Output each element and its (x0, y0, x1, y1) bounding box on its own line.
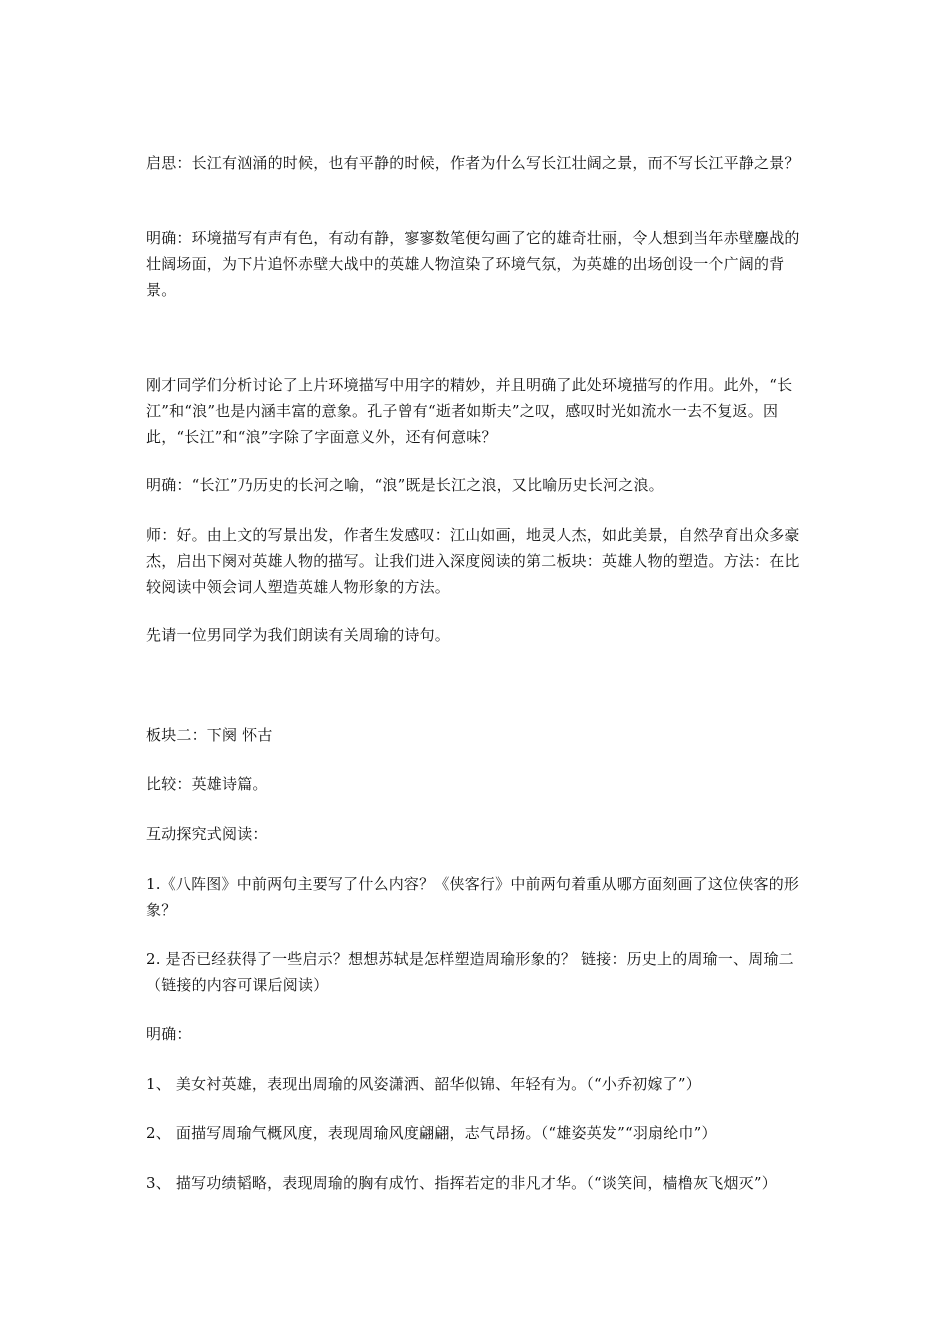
paragraph-compare: 比较：英雄诗篇。 (146, 775, 268, 793)
paragraph-read-aloud: 先请一位男同学为我们朗读有关周瑜的诗句。 (146, 626, 451, 644)
paragraph-mingque-changjiang: 明确：“长江”乃历史的长河之喻，“浪”既是长江之浪，又比喻历史长河之浪。 (146, 476, 664, 494)
paragraph-analysis: 刚才同学们分析讨论了上片环境描写中用字的精妙，并且明确了此处环境描写的作用。此外，“长江”和“浪”也是内涵丰富的意象。孔子曾有“逝者如斯夫”之叹，感叹时光如流水一去不复返。因此，“长江”和“浪”字除了字面意义外，还有何意味？ (146, 376, 793, 446)
paragraph-teacher: 师：好。由上文的写景出发，作者生发感叹：江山如画，地灵人杰，如此美景，自然孕育出众多豪杰，启出下阕对英雄人物的描写。让我们进入深度阅读的第二板块：英雄人物的塑造。方法：在比较阅读中领会词人塑造英雄人物形象的方法。 (146, 526, 800, 596)
paragraph-interactive-reading: 互动探究式阅读： (146, 825, 268, 843)
paragraph-qisi: 启思：长江有汹涌的时候，也有平静的时候，作者为什么写长江壮阔之景，而不写长江平静之景？ (146, 154, 800, 172)
answer-two: 2、 面描写周瑜气概风度，表现周瑜风度翩翩，志气昂扬。（“雄姿英发”“羽扇纶巾”） (146, 1124, 717, 1142)
paragraph-mingque-environment: 明确：环境描写有声有色，有动有静，寥寥数笔便勾画了它的雄奇壮丽，令人想到当年赤壁鏖战的壮阔场面，为下片追怀赤壁大战中的英雄人物渲染了环境气氛，为英雄的出场创设一个广阔的背景。 (146, 229, 800, 299)
question-one: 1.《八阵图》中前两句主要写了什么内容？《侠客行》中前两句着重从哪方面刻画了这位侠客的形象？ (146, 875, 800, 919)
answer-three: 3、 描写功绩韬略，表现周瑜的胸有成竹、指挥若定的非凡才华。（“谈笑间，樯橹灰飞烟灭”） (146, 1174, 777, 1192)
paragraph-mingque-label: 明确： (146, 1025, 192, 1043)
question-two: 2. 是否已经获得了一些启示？想想苏轼是怎样塑造周瑜形象的？ 链接：历史上的周瑜一、周瑜二（链接的内容可课后阅读） (146, 950, 794, 994)
section-heading-block-two: 板块二：下阕 怀古 (146, 726, 273, 744)
answer-one: 1、 美女衬英雄，表现出周瑜的风姿潇洒、韶华似锦、年轻有为。（“小乔初嫁了”） (146, 1075, 701, 1093)
